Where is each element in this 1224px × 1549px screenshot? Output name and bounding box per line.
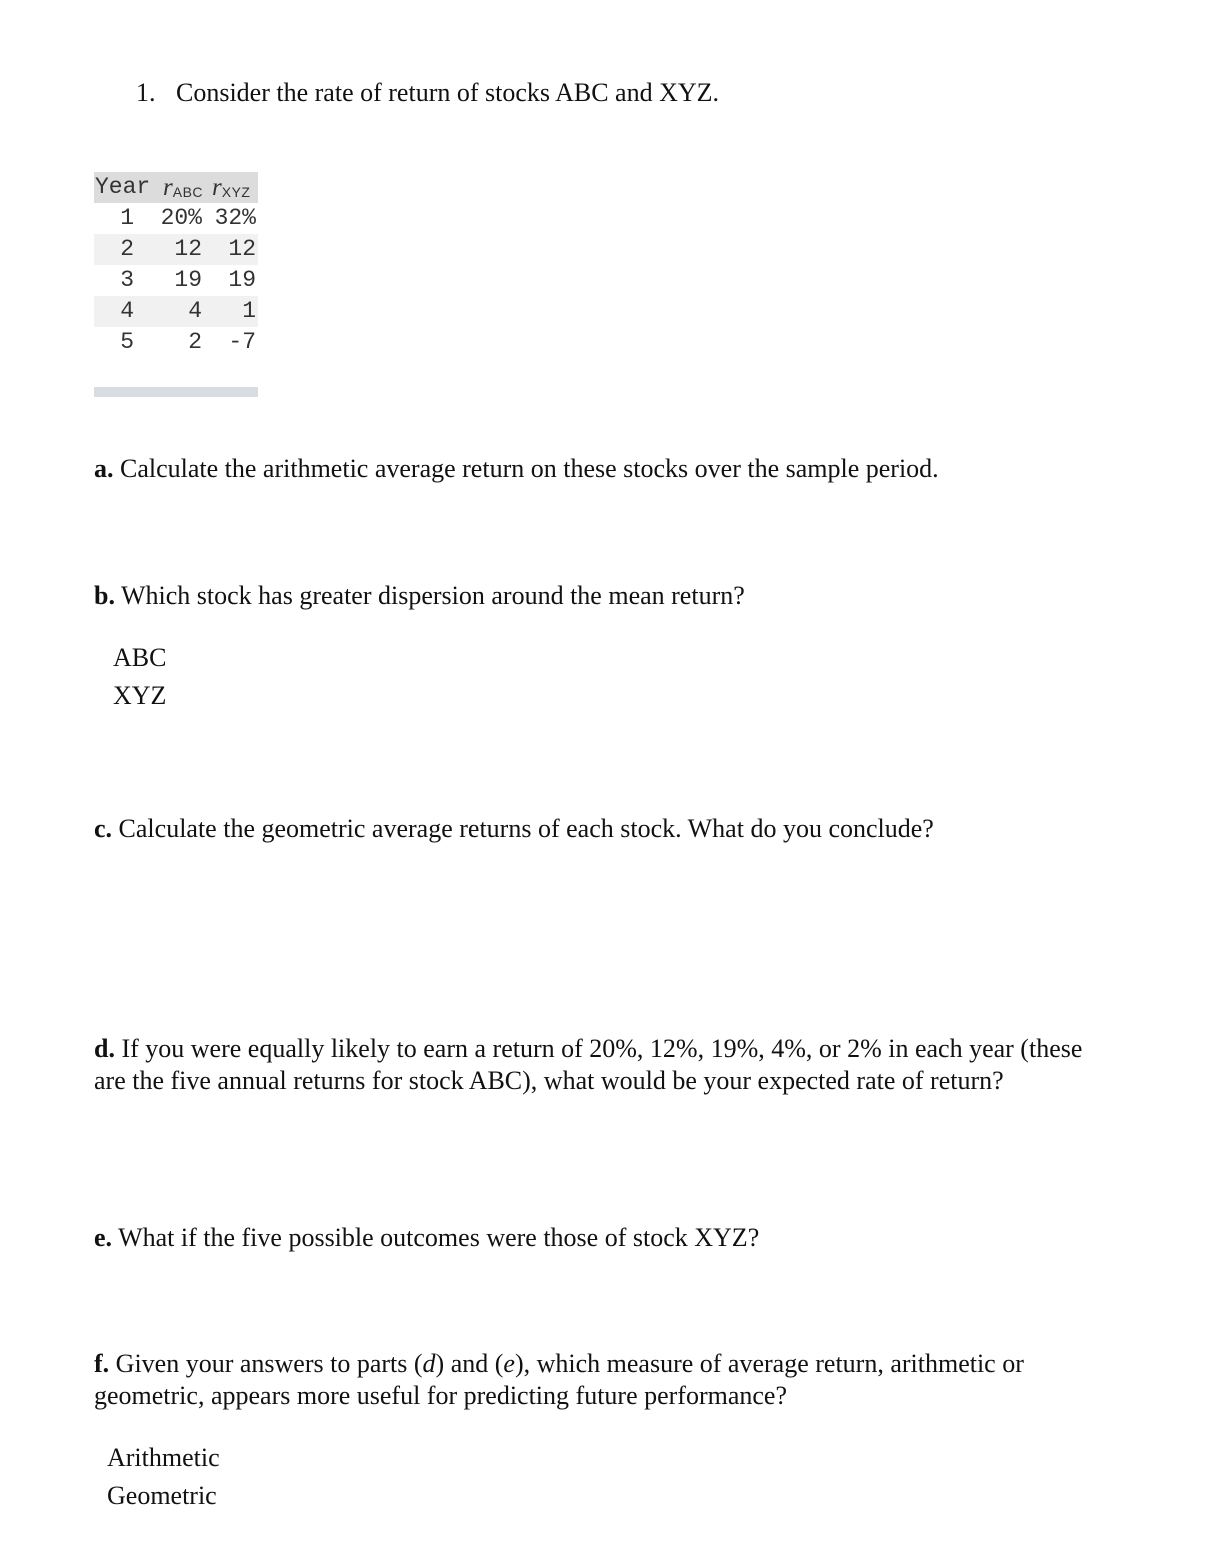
option-arithmetic[interactable]: Arithmetic: [107, 1443, 220, 1472]
cell-abc: 19: [174, 267, 202, 293]
option-geometric[interactable]: Geometric: [107, 1481, 217, 1510]
part-f: [94, 1348, 1084, 1412]
part-d-label: d.: [94, 1034, 115, 1063]
table-row: [94, 327, 258, 358]
part-b-label: b.: [94, 581, 115, 610]
part-c: [94, 813, 1094, 845]
part-a-label: a.: [94, 454, 114, 483]
cell-year: 3: [120, 267, 134, 293]
part-e-text: What if the five possible outcomes were those of stock XYZ?: [118, 1223, 760, 1252]
cell-year: 5: [120, 329, 134, 355]
cell-xyz: 19: [228, 267, 256, 293]
part-c-label: c.: [94, 814, 113, 843]
cell-year: 2: [120, 236, 134, 262]
part-f-label: f.: [94, 1349, 110, 1378]
cell-xyz: 12: [228, 236, 256, 262]
cell-xyz: 1: [242, 298, 256, 324]
part-c-text: Calculate the geometric average returns of each stock. What do you conclude?: [118, 814, 934, 843]
part-d-text: If you were equally likely to earn a return of 20%, 12%, 19%, 4%, or 2% in each year (these are the five annual returns for stock ABC), what would be your expected rate of return?: [94, 1034, 1083, 1095]
cell-xyz: -7: [228, 329, 256, 355]
table-footer-bar: [94, 387, 258, 397]
option-xyz[interactable]: XYZ: [113, 681, 167, 710]
part-a: [94, 453, 1094, 485]
part-e: [94, 1222, 1094, 1254]
part-f-text: Given your answers to parts (d) and (e), which measure of average return, arithmetic or geometric, appears more useful for predicting future performance?: [94, 1349, 1024, 1410]
part-b-text: Which stock has greater dispersion around the mean return?: [121, 581, 745, 610]
cell-abc: 20%: [160, 205, 202, 231]
cell-year: 1: [120, 205, 134, 231]
header-r-abc: $r_{ABC}$: [163, 174, 204, 201]
returns-table: [94, 172, 258, 397]
part-e-label: e.: [94, 1223, 113, 1252]
table-row: [94, 234, 258, 265]
table-row: [94, 296, 258, 327]
cell-year: 4: [120, 298, 134, 324]
question-number: 1.: [136, 78, 156, 107]
question-text: Consider the rate of return of stocks ABC and XYZ.: [176, 78, 720, 107]
cell-xyz: 32%: [214, 205, 256, 231]
option-abc[interactable]: ABC: [113, 643, 167, 672]
table-row: [94, 265, 258, 296]
part-a-text: Calculate the arithmetic average return on these stocks over the sample period.: [120, 454, 939, 483]
header-year: Year: [95, 174, 151, 200]
table-header-row: [94, 172, 258, 203]
part-d: [94, 1033, 1084, 1097]
cell-abc: 4: [188, 298, 202, 324]
question-heading: [136, 78, 719, 108]
header-r-xyz: $r_{XYZ}$: [212, 174, 251, 201]
cell-abc: 2: [188, 329, 202, 355]
table-row: [94, 203, 258, 234]
cell-abc: 12: [174, 236, 202, 262]
part-b: [94, 580, 1094, 612]
